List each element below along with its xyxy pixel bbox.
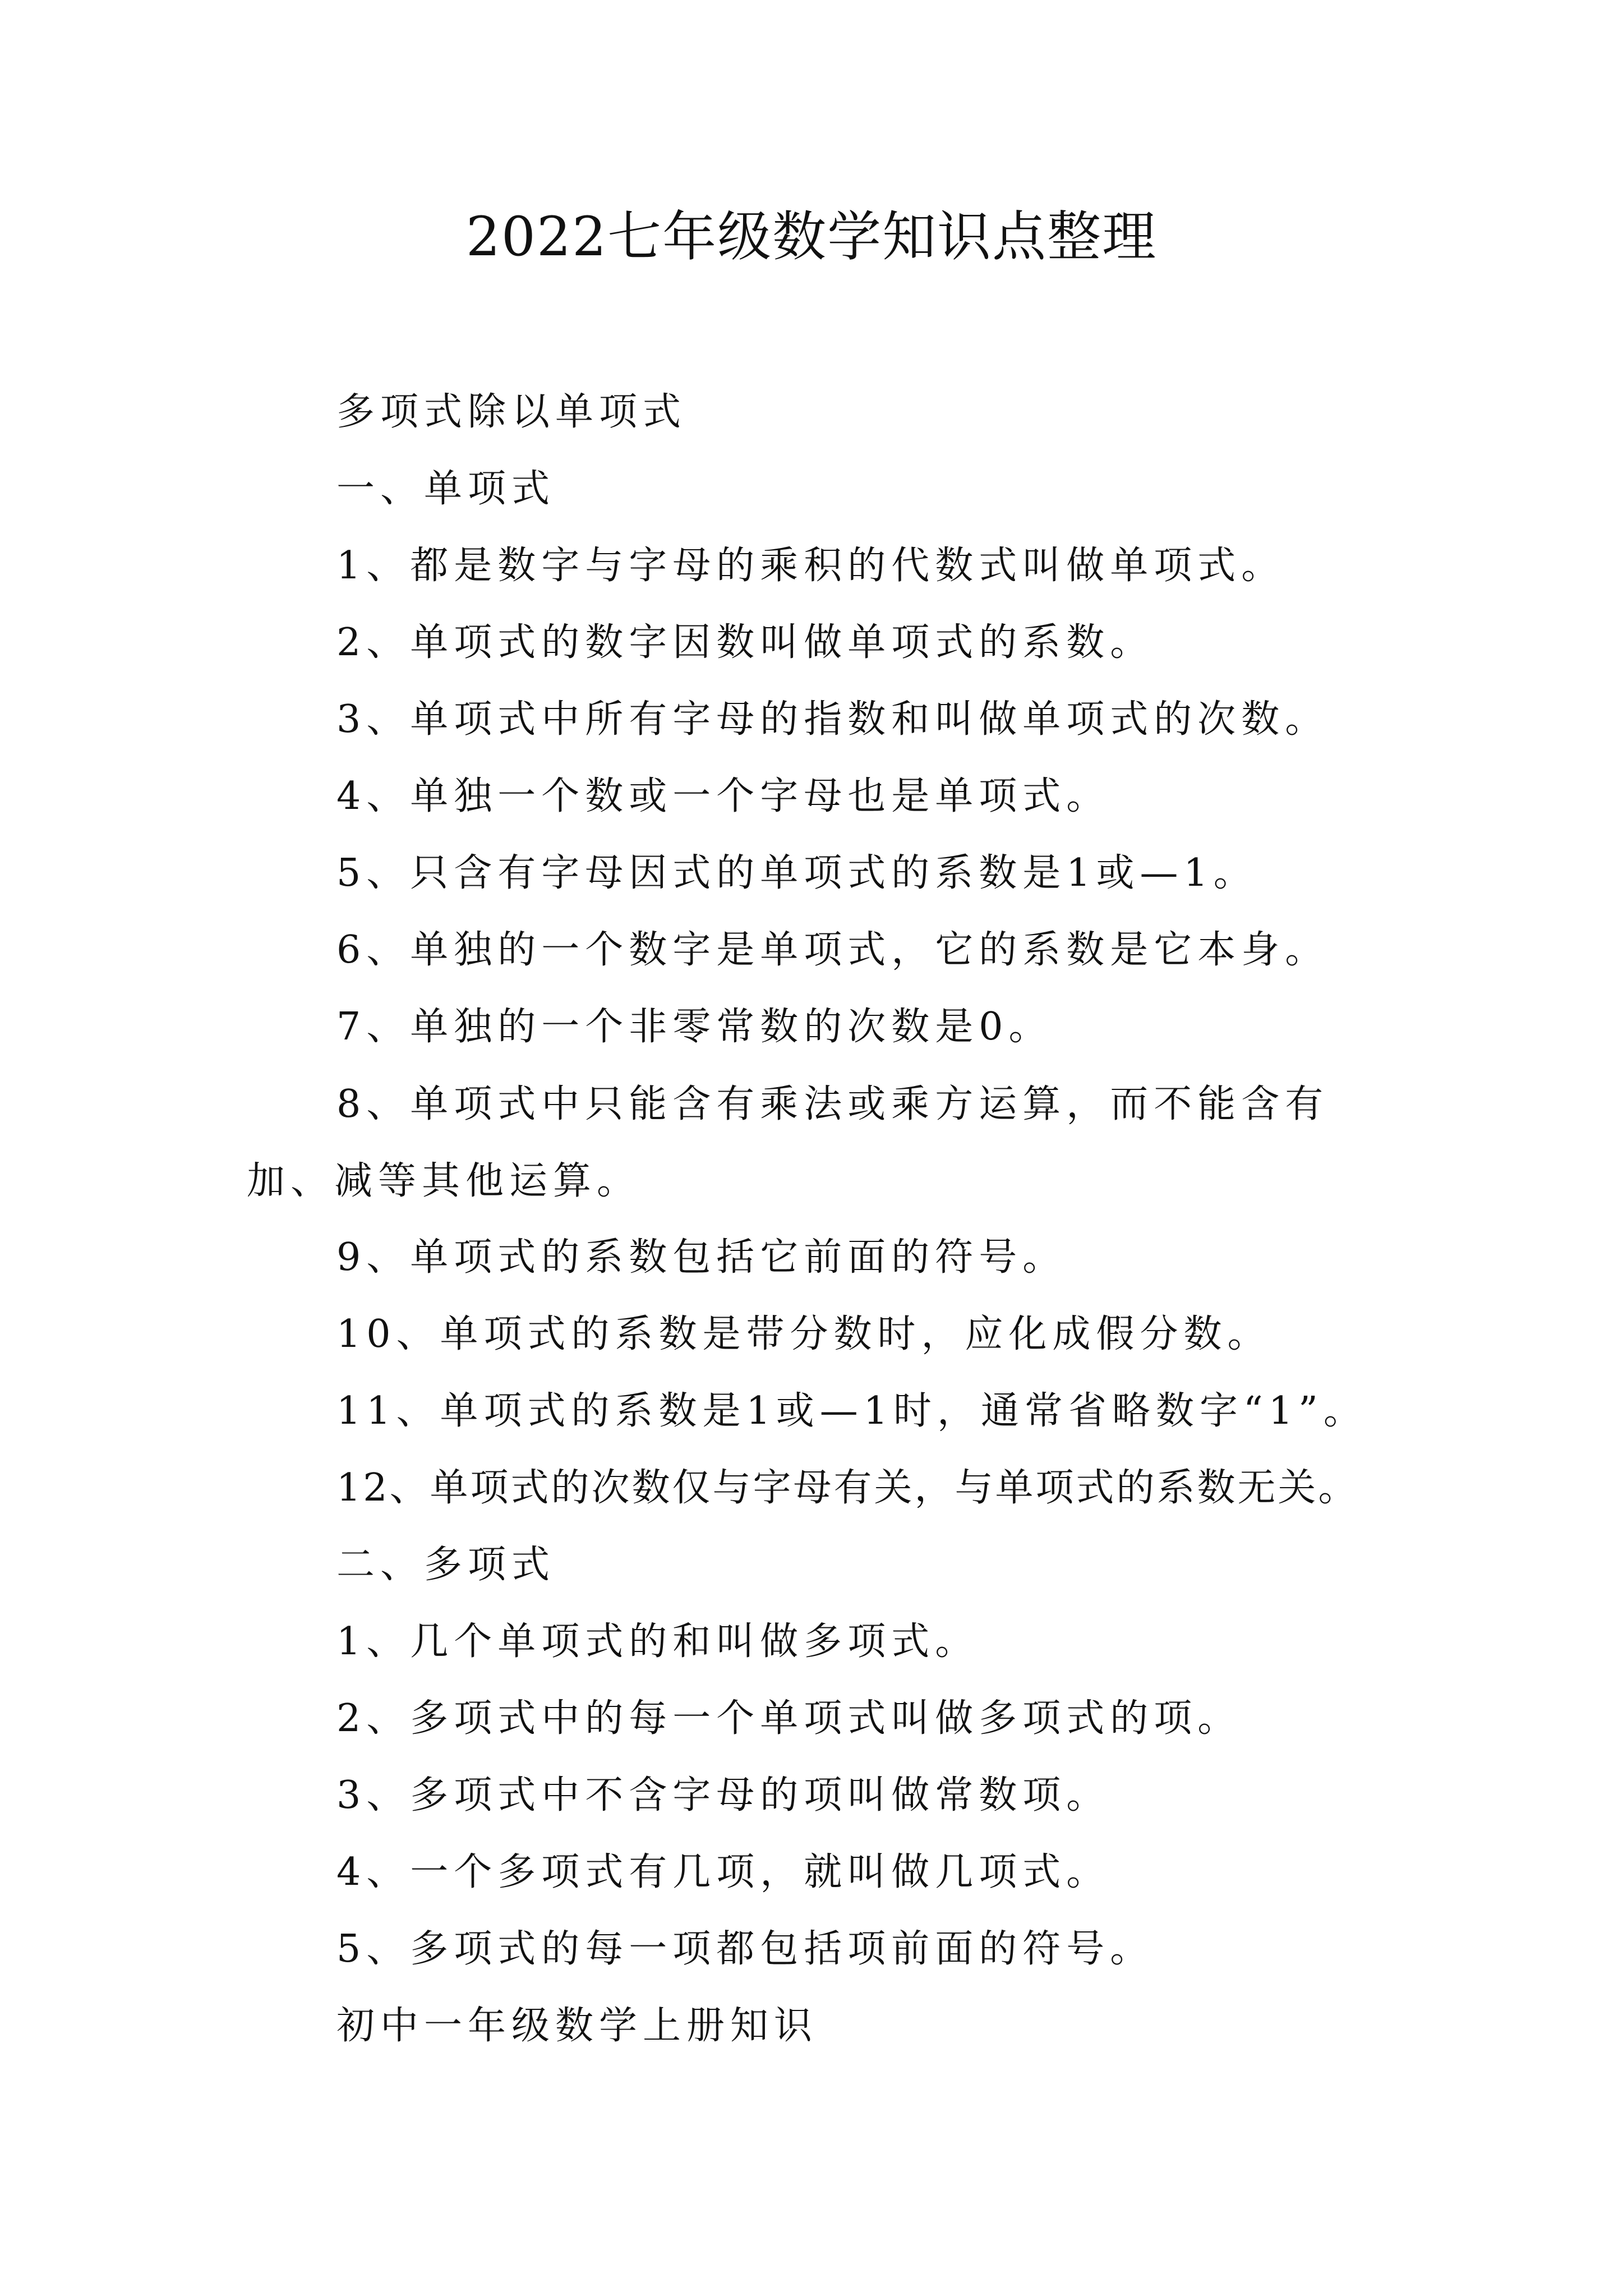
monomial-item: 1、都是数字与字母的乘积的代数式叫做单项式。 [336, 544, 1285, 588]
monomial-item: 5、只含有字母因式的单项式的系数是1或—1。 [336, 851, 1257, 895]
section-title-monomial: 一、单项式 [336, 467, 556, 511]
polynomial-item: 4、一个多项式有几项，就叫做几项式。 [336, 1850, 1110, 1894]
monomial-item: 12、单项式的次数仅与字母有关，与单项式的系数无关。 [336, 1466, 1359, 1510]
monomial-item: 2、单项式的数字因数叫做单项式的系数。 [336, 620, 1154, 665]
monomial-item: 10、单项式的系数是带分数时，应化成假分数。 [336, 1312, 1271, 1356]
monomial-item: 9、单项式的系数包括它前面的符号。 [336, 1235, 1067, 1280]
heading-polynomial-division: 多项式除以单项式 [336, 390, 687, 434]
section-title-polynomial: 二、多项式 [336, 1543, 556, 1587]
polynomial-item: 1、几个单项式的和叫做多项式。 [336, 1619, 979, 1664]
monomial-item: 6、单独的一个数字是单项式，它的系数是它本身。 [336, 928, 1329, 972]
polynomial-item: 2、多项式中的每一个单项式叫做多项式的项。 [336, 1696, 1242, 1741]
monomial-item: 3、单项式中所有字母的指数和叫做单项式的次数。 [336, 697, 1329, 742]
polynomial-item: 5、多项式的每一项都包括项前面的符号。 [336, 1927, 1154, 1971]
monomial-item: 4、单独一个数或一个字母也是单项式。 [336, 774, 1110, 818]
polynomial-item: 3、多项式中不含字母的项叫做常数项。 [336, 1773, 1110, 1818]
monomial-item: 7、单独的一个非零常数的次数是0。 [336, 1005, 1053, 1049]
footer-heading: 初中一年级数学上册知识 [336, 2004, 818, 2048]
monomial-item: 11、单项式的系数是1或—1时，通常省略数字“1”。 [336, 1389, 1367, 1433]
document-title: 2022七年级数学知识点整理 [465, 205, 1158, 268]
monomial-item-wrapped: 8、单项式中只能含有乘法或乘方运算，而不能含有加、减等其他运算。 [247, 1082, 1329, 1203]
